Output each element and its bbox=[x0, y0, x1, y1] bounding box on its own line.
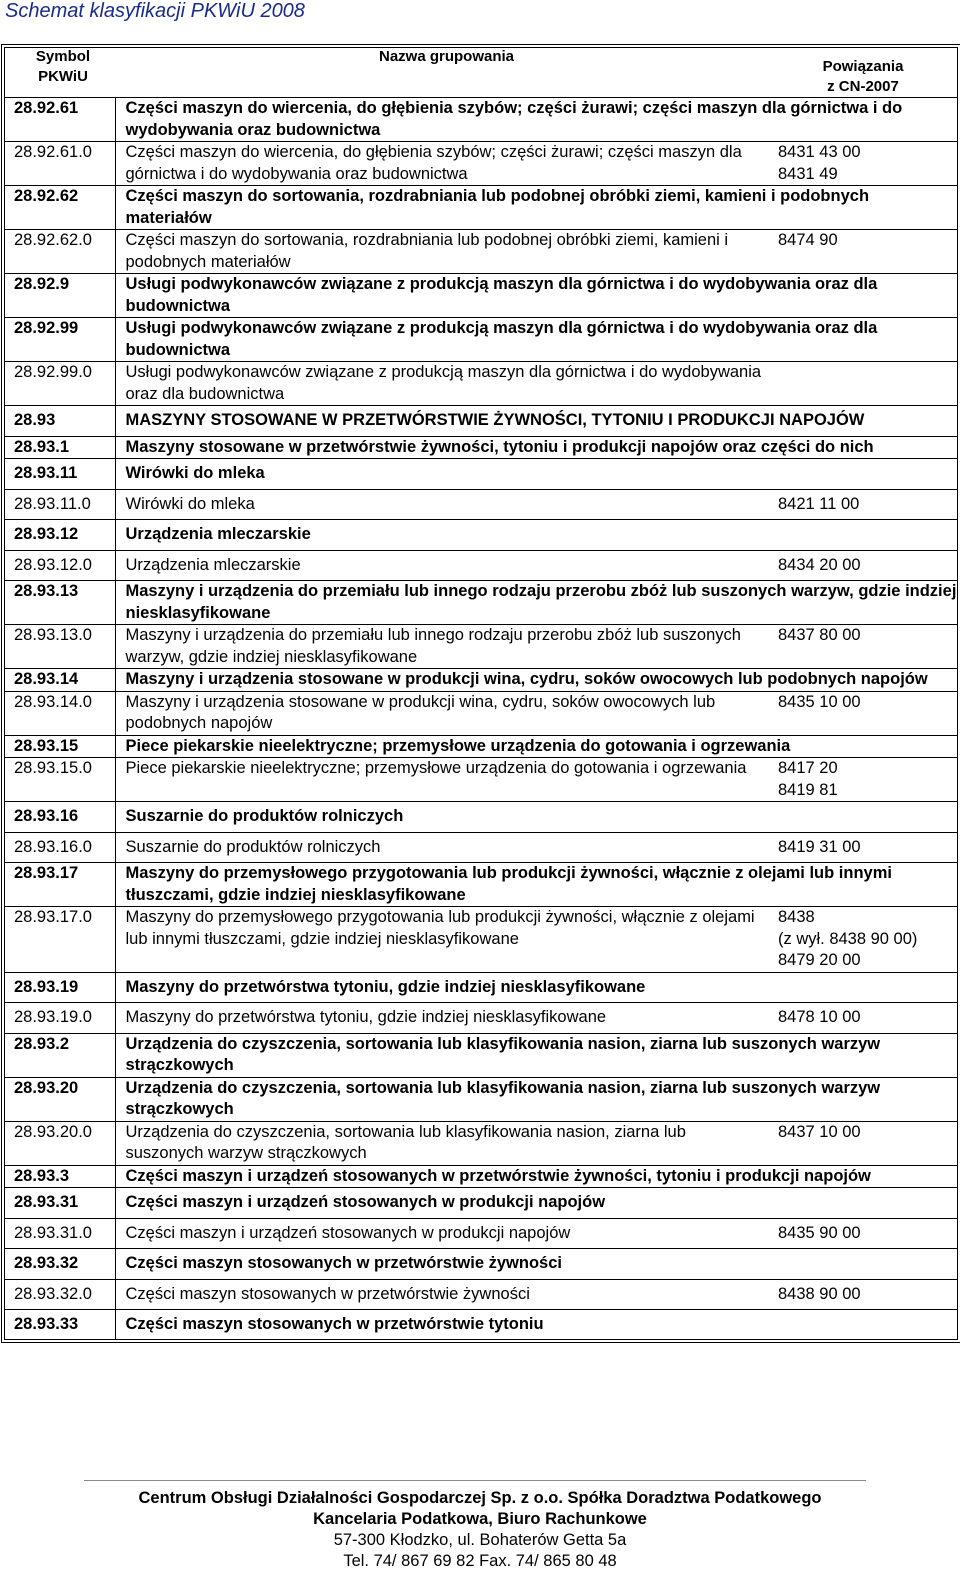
row-name: Części maszyn do wiercenia, do głębienia szybów; części żurawi; części maszyn dla górnictwa i do wydobywania oraz budownictwa bbox=[125, 99, 903, 139]
table-row bbox=[4, 362, 958, 406]
row-name: Urządzenia mleczarskie bbox=[125, 525, 311, 543]
row-name: Maszyny do przemysłowego przygotowania lub produkcji żywności, włącznie z olejami lub innymi tłuszczami, gdzie indziej niesklasyfikowane bbox=[125, 864, 892, 904]
row-name: Piece piekarskie nieelektryczne; przemysłowe urządzenia do gotowania i ogrzewania bbox=[125, 736, 791, 755]
row-code: 28.93.15 bbox=[4, 735, 115, 758]
row-cn-links: 8437 80 00 bbox=[778, 626, 861, 644]
table-row bbox=[4, 802, 958, 833]
row-name: Maszyny do przetwórstwa tytoniu, gdzie indziej niesklasyfikowane bbox=[125, 1008, 607, 1026]
row-name: Części maszyn do sortowania, rozdrabniania lub podobnej obróbki ziemi, kamieni i podobnych materiałów bbox=[125, 187, 870, 227]
table-row bbox=[4, 1003, 958, 1034]
table-row bbox=[4, 550, 958, 581]
table-row bbox=[4, 274, 958, 318]
table-row bbox=[4, 1188, 958, 1219]
row-name: Maszyny do przemysłowego przygotowania lub produkcji żywności, włącznie z olejami lub innymi tłuszczami, gdzie indziej niesklasyfikowane bbox=[125, 908, 755, 948]
table-row bbox=[4, 459, 958, 490]
row-code: 28.92.62 bbox=[4, 186, 115, 230]
table-row bbox=[4, 1279, 958, 1310]
row-name: MASZYNY STOSOWANE W PRZETWÓRSTWIE ŻYWNOŚCI, TYTONIU I PRODUKCJI NAPOJÓW bbox=[125, 411, 865, 429]
row-code: 28.93.12 bbox=[4, 520, 115, 551]
column-header-symbol: Symbol PKWiU bbox=[4, 47, 115, 98]
row-name: Części maszyn i urządzeń stosowanych w przetwórstwie żywności, tytoniu i produkcji napojów bbox=[125, 1166, 871, 1185]
row-code: 28.93.31.0 bbox=[4, 1218, 115, 1249]
row-code: 28.93.17 bbox=[4, 863, 115, 907]
table-row bbox=[4, 186, 958, 230]
row-name: Piece piekarskie nieelektryczne; przemysłowe urządzenia do gotowania i ogrzewania bbox=[125, 759, 747, 777]
row-name: Wirówki do mleka bbox=[125, 464, 265, 482]
row-name: Maszyny do przetwórstwa tytoniu, gdzie indziej niesklasyfikowane bbox=[125, 977, 646, 996]
table-row bbox=[4, 1121, 958, 1165]
row-name: Usługi podwykonawców związane z produkcją maszyn dla górnictwa i do wydobywania oraz dla budownictwa bbox=[125, 275, 878, 315]
row-name: Usługi podwykonawców związane z produkcją maszyn dla górnictwa i do wydobywania oraz dla budownictwa bbox=[125, 319, 878, 359]
row-code: 28.92.9 bbox=[4, 274, 115, 318]
table-row bbox=[4, 1033, 958, 1077]
row-name: Maszyny i urządzenia stosowane w produkcji wina, cydru, soków owocowych lub podobnych napojów bbox=[125, 692, 716, 732]
row-code: 28.93.32.0 bbox=[4, 1279, 115, 1310]
row-code: 28.93.17.0 bbox=[4, 907, 115, 973]
row-code: 28.93.14 bbox=[4, 669, 115, 692]
row-cn-links bbox=[768, 362, 958, 406]
row-code: 28.93.16.0 bbox=[4, 832, 115, 863]
table-row bbox=[4, 489, 958, 520]
row-name: Części maszyn i urządzeń stosowanych w produkcji napojów bbox=[125, 1223, 571, 1242]
row-name: Części maszyn stosowanych w przetwórstwie żywności bbox=[125, 1254, 562, 1272]
row-code: 28.93.11.0 bbox=[4, 489, 115, 520]
table-row bbox=[4, 972, 958, 1003]
row-code: 28.93.14.0 bbox=[4, 691, 115, 735]
row-code: 28.92.62.0 bbox=[4, 230, 115, 274]
row-code: 28.93.16 bbox=[4, 802, 115, 833]
table-row bbox=[4, 520, 958, 551]
row-name: Części maszyn do wiercenia, do głębienia szybów; części żurawi; części maszyn dla górnictwa i do wydobywania oraz budownictwa bbox=[125, 143, 742, 183]
table-row bbox=[4, 1165, 958, 1188]
row-cn-links: 8435 90 00 bbox=[778, 1223, 861, 1242]
row-code: 28.93.33 bbox=[4, 1310, 115, 1340]
row-code: 28.93.2 bbox=[4, 1033, 115, 1077]
row-code: 28.93 bbox=[4, 406, 115, 437]
row-code: 28.93.3 bbox=[4, 1165, 115, 1188]
table-row bbox=[4, 758, 958, 802]
row-code: 28.93.20.0 bbox=[4, 1121, 115, 1165]
row-name: Części maszyn stosowanych w przetwórstwie tytoniu bbox=[125, 1315, 544, 1333]
row-cn-links: 8431 43 00 8431 49 bbox=[778, 143, 861, 183]
row-code: 28.93.19.0 bbox=[4, 1003, 115, 1034]
row-code: 28.93.1 bbox=[4, 436, 115, 459]
row-code: 28.93.13.0 bbox=[4, 625, 115, 669]
table-row bbox=[4, 907, 958, 973]
footer-divider bbox=[84, 1480, 866, 1481]
table-row bbox=[4, 863, 958, 907]
row-cn-links: 8419 31 00 bbox=[778, 837, 861, 856]
row-name: Części maszyn i urządzeń stosowanych w produkcji napojów bbox=[125, 1193, 606, 1211]
row-code: 28.93.19 bbox=[4, 972, 115, 1003]
row-name: Maszyny stosowane w przetwórstwie żywności, tytoniu i produkcji napojów oraz części do nich bbox=[125, 437, 874, 456]
row-cn-links: 8438 90 00 bbox=[778, 1284, 861, 1303]
row-name: Maszyny i urządzenia do przemiału lub innego rodzaju przerobu zbóż lub suszonych warzyw, gdzie indziej niesklasyfikowane bbox=[125, 582, 957, 622]
table-row bbox=[4, 581, 958, 625]
table-body bbox=[4, 98, 958, 1340]
row-name: Maszyny i urządzenia stosowane w produkcji wina, cydru, soków owocowych lub podobnych napojów bbox=[125, 670, 928, 688]
footer-office: Kancelaria Podatkowa, Biuro Rachunkowe bbox=[313, 1510, 647, 1528]
row-code: 28.93.15.0 bbox=[4, 758, 115, 802]
row-code: 28.93.32 bbox=[4, 1249, 115, 1280]
table-row bbox=[4, 1249, 958, 1280]
table-row bbox=[4, 142, 958, 186]
row-name: Urządzenia mleczarskie bbox=[125, 555, 301, 574]
row-name: Urządzenia do czyszczenia, sortowania lub klasyfikowania nasion, ziarna lub suszonych warzyw strączkowych bbox=[125, 1078, 881, 1118]
row-cn-links: 8474 90 bbox=[778, 231, 838, 249]
row-name: Części maszyn stosowanych w przetwórstwie żywności bbox=[125, 1284, 530, 1303]
table-row bbox=[4, 318, 958, 362]
table-row bbox=[4, 1310, 958, 1340]
row-name: Usługi podwykonawców związane z produkcją maszyn dla górnictwa i do wydobywania oraz dla budownictwa bbox=[125, 363, 762, 403]
row-code: 28.93.12.0 bbox=[4, 550, 115, 581]
row-code: 28.93.13 bbox=[4, 581, 115, 625]
row-code: 28.92.61 bbox=[4, 98, 115, 142]
table-row bbox=[4, 436, 958, 459]
row-code: 28.93.11 bbox=[4, 459, 115, 490]
table-row bbox=[4, 1077, 958, 1121]
row-name: Suszarnie do produktów rolniczych bbox=[125, 807, 404, 825]
row-name: Urządzenia do czyszczenia, sortowania lub klasyfikowania nasion, ziarna lub suszonych warzyw strączkowych bbox=[125, 1122, 686, 1162]
row-cn-links: 8435 10 00 bbox=[778, 692, 861, 711]
footer-address: 57-300 Kłodzko, ul. Bohaterów Getta 5a bbox=[333, 1531, 627, 1549]
row-name: Części maszyn do sortowania, rozdrabniania lub podobnej obróbki ziemi, kamieni i podobnych materiałów bbox=[125, 231, 729, 271]
row-name: Maszyny i urządzenia do przemiału lub innego rodzaju przerobu zbóż lub suszonych warzyw, gdzie indziej niesklasyfikowane bbox=[125, 626, 741, 666]
table-row bbox=[4, 832, 958, 863]
row-code: 28.92.61.0 bbox=[4, 142, 115, 186]
row-cn-links: 8417 20 8419 81 bbox=[778, 759, 838, 799]
table-row bbox=[4, 406, 958, 437]
column-header-name: Nazwa grupowania bbox=[115, 47, 768, 98]
row-cn-links: 8437 10 00 bbox=[778, 1122, 861, 1141]
table-row bbox=[4, 98, 958, 142]
row-code: 28.92.99 bbox=[4, 318, 115, 362]
table-row bbox=[4, 735, 958, 758]
row-cn-links: 8421 11 00 bbox=[778, 494, 860, 513]
row-name: Urządzenia do czyszczenia, sortowania lub klasyfikowania nasion, ziarna lub suszonych warzyw strączkowych bbox=[125, 1034, 881, 1074]
row-code: 28.93.31 bbox=[4, 1188, 115, 1219]
footer-company: Centrum Obsługi Działalności Gospodarczej Sp. z o.o. Spółka Doradztwa Podatkowego bbox=[138, 1489, 822, 1507]
row-name: Wirówki do mleka bbox=[125, 494, 255, 513]
row-code: 28.93.20 bbox=[4, 1077, 115, 1121]
table-row bbox=[4, 691, 958, 735]
row-cn-links: 8434 20 00 bbox=[778, 555, 861, 574]
row-cn-links: 8478 10 00 bbox=[778, 1008, 861, 1026]
classification-table bbox=[4, 47, 958, 1340]
row-cn-links: 8438 (z wył. 8438 90 00) 8479 20 00 bbox=[778, 908, 918, 969]
table-row bbox=[4, 1218, 958, 1249]
row-name: Suszarnie do produktów rolniczych bbox=[125, 837, 381, 856]
row-code: 28.92.99.0 bbox=[4, 362, 115, 406]
footer-phone: Tel. 74/ 867 69 82 Fax. 74/ 865 80 48 bbox=[343, 1552, 617, 1570]
table-row bbox=[4, 625, 958, 669]
table-row bbox=[4, 669, 958, 692]
document-header-title: Schemat klasyfikacji PKWiU 2008 bbox=[5, 0, 305, 22]
column-header-links: Powiązania z CN-2007 bbox=[768, 47, 958, 98]
table-row bbox=[4, 230, 958, 274]
